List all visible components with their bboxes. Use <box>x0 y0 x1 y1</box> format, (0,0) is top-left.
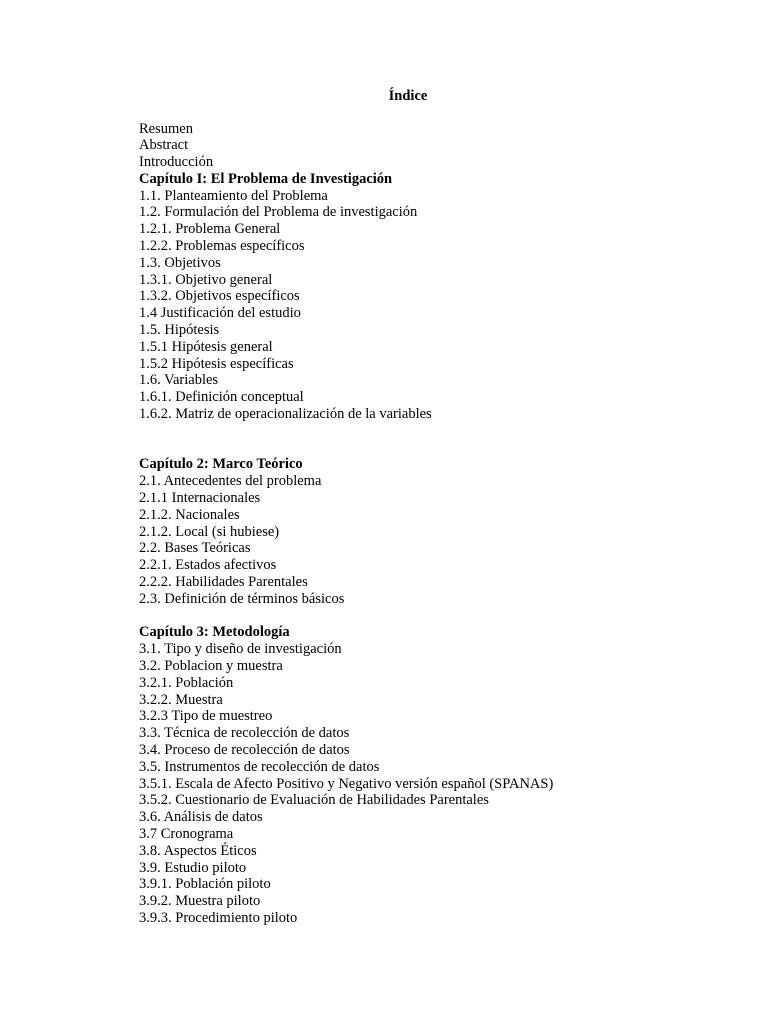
toc-entry: 3.5.1. Escala de Afecto Positivo y Negativo versión español (SPANAS) <box>139 775 554 792</box>
toc-entry: 3.2.3 Tipo de muestreo <box>139 708 273 725</box>
chapter-3-heading: Capítulo 3: Metodología <box>139 624 290 641</box>
toc-entry: 1.5. Hipótesis <box>139 322 220 339</box>
table-of-contents <box>139 121 553 927</box>
toc-entry: 1.3.2. Objetivos específicos <box>139 288 300 305</box>
toc-entry: 2.2.2. Habilidades Parentales <box>139 574 308 591</box>
toc-entry: 1.6.1. Definición conceptual <box>139 389 304 406</box>
toc-entry: 3.4. Proceso de recolección de datos <box>139 741 350 758</box>
toc-entry-front-matter: Abstract <box>139 137 189 154</box>
toc-entry: 3.2.1. Población <box>139 674 234 691</box>
toc-entry: 1.5.2 Hipótesis específicas <box>139 355 294 372</box>
toc-entry: 1.6. Variables <box>139 372 219 389</box>
toc-entry: 3.9. Estudio piloto <box>139 859 247 876</box>
toc-entry: 3.3. Técnica de recolección de datos <box>139 725 350 742</box>
toc-entry: 1.3. Objetivos <box>139 254 221 271</box>
toc-entry-front-matter: Introducción <box>139 154 214 171</box>
toc-entry: 2.1.1 Internacionales <box>139 490 261 507</box>
toc-entry: 2.1.2. Local (si hubiese) <box>139 523 280 540</box>
toc-entry: 1.2.1. Problema General <box>139 221 281 238</box>
toc-entry: 1.6.2. Matriz de operacionalización de la variables <box>139 406 432 423</box>
toc-entry: 3.9.2. Muestra piloto <box>139 893 261 910</box>
chapter-2-heading: Capítulo 2: Marco Teórico <box>139 456 303 473</box>
toc-entry: 3.8. Aspectos Éticos <box>139 842 257 859</box>
toc-entry: 1.4 Justificación del estudio <box>139 305 301 322</box>
toc-entry: 3.9.1. Población piloto <box>139 876 271 893</box>
toc-entry: 2.1. Antecedentes del problema <box>139 473 322 490</box>
toc-entry: 3.5. Instrumentos de recolección de datos <box>139 758 380 775</box>
toc-entry: 2.2.1. Estados afectivos <box>139 557 277 574</box>
toc-entry: 1.2.2. Problemas específicos <box>139 238 305 255</box>
toc-entry: 1.3.1. Objetivo general <box>139 271 273 288</box>
toc-entry: 1.5.1 Hipótesis general <box>139 338 273 355</box>
toc-entry: 2.3. Definición de términos básicos <box>139 590 345 607</box>
toc-entry: 3.9.3. Procedimiento piloto <box>139 909 298 926</box>
toc-entry: 1.1. Planteamiento del Problema <box>139 187 328 204</box>
chapter-1-heading: Capítulo I: El Problema de Investigación <box>139 170 393 187</box>
toc-entry: 3.7 Cronograma <box>139 825 234 842</box>
toc-entry: 3.2.2. Muestra <box>139 691 223 708</box>
toc-entry: 2.2. Bases Teóricas <box>139 540 251 557</box>
toc-entry: 3.1. Tipo y diseño de investigación <box>139 641 342 658</box>
toc-entry: 2.1.2. Nacionales <box>139 506 240 523</box>
toc-entry-front-matter: Resumen <box>139 120 193 137</box>
toc-entry: 1.2. Formulación del Problema de investigación <box>139 204 418 221</box>
document-title: Índice <box>388 88 428 104</box>
toc-entry: 3.6. Análisis de datos <box>139 809 263 826</box>
toc-entry: 3.2. Poblacion y muestra <box>139 658 283 674</box>
toc-entry: 3.5.2. Cuestionario de Evaluación de Habilidades Parentales <box>139 792 489 809</box>
